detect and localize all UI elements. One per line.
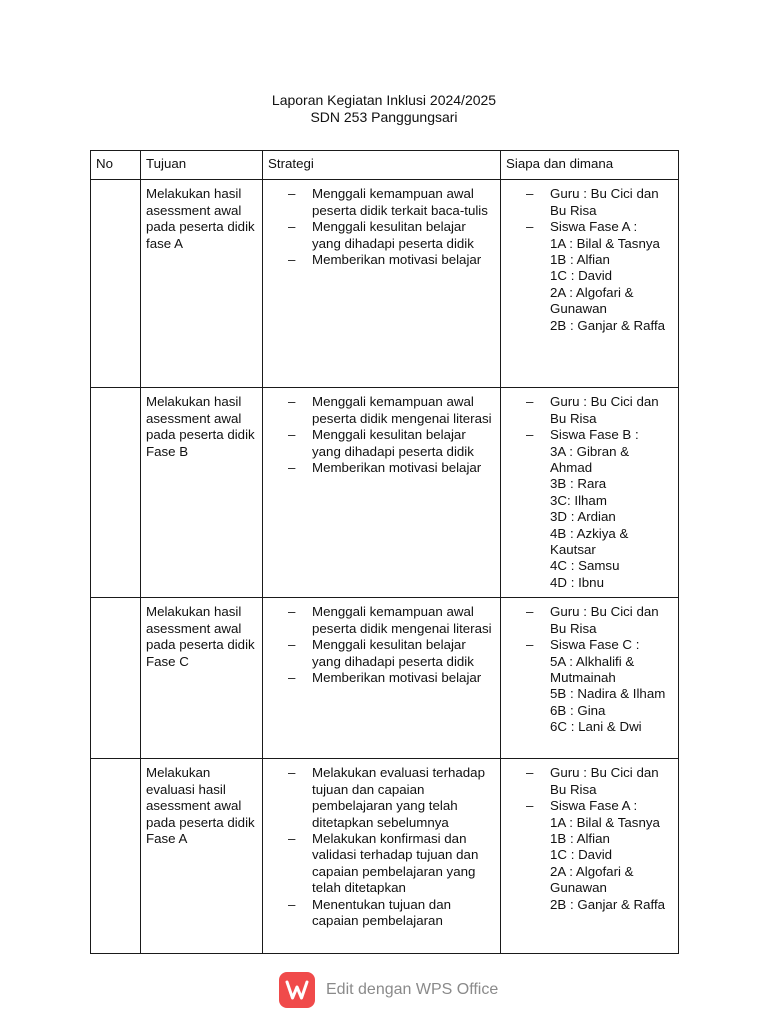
student-entry: 2B : Ganjar & Raffa [550,317,666,333]
cell-no [91,180,141,388]
title-line-2: SDN 253 Panggungsari [310,109,458,125]
student-entry: 2A : Algofari & Gunawan [550,863,634,896]
cell-siapa [501,388,679,598]
student-entry: 3D : Ardian [550,509,616,525]
strategy-item: – Melakukan evaluasi terhadap tujuan dan capaian pembelajaran yang telah ditetapkan sebelumnya [268,765,495,831]
guru-item: – Guru : Bu Cici dan Bu Risa [506,765,673,798]
student-entry: 1A : Bilal & Tasnya [550,235,660,251]
student-entry: 2B : Ganjar & Raffa [550,896,666,912]
siswa-item: – Siswa Fase A : [506,798,673,814]
student-entry: 3C: Ilham [550,492,607,508]
strategy-item: – Menggali kesulitan belajar yang dihadapi peserta didik [268,427,495,460]
strategy-item: – Memberikan motivasi belajar [268,460,495,476]
student-entry: 6C : Lani & Dwi [550,719,642,735]
cell-strategi [263,598,501,759]
siswa-item: – Siswa Fase C : [506,637,673,653]
cell-siapa [501,180,679,388]
student-entry: 4C : Samsu [550,558,620,574]
wps-office-logo-icon[interactable] [279,972,315,1008]
guru-item: – Guru : Bu Cici dan Bu Risa [506,394,673,427]
cell-no [91,388,141,598]
strategy-item: – Melakukan konfirmasi dan validasi terhadap tujuan dan capaian pembelajaran yang telah ditetapkan [268,831,495,897]
student-entry: 1A : Bilal & Tasnya [550,814,660,830]
cell-strategi [263,180,501,388]
cell-tujuan: Melakukan hasil asessment awal pada peserta didik Fase B [141,388,263,598]
cell-tujuan: Melakukan hasil asessment awal pada peserta didik fase A [141,180,263,388]
student-entry: 1B : Alfian [550,831,610,847]
header-siapa: Siapa dan dimana [501,151,679,180]
strategy-item: – Memberikan motivasi belajar [268,670,495,686]
strategy-item: – Memberikan motivasi belajar [268,252,495,268]
edit-with-wps-link[interactable]: Edit dengan WPS Office [326,981,499,998]
table-row [91,598,679,759]
student-entry: 5A : Alkhalifi & Mutmainah [550,653,635,686]
student-entry: 4D : Ibnu [550,574,604,590]
cell-tujuan: Melakukan evaluasi hasil asessment awal pada peserta didik Fase A [141,759,263,954]
student-entry: 5B : Nadira & Ilham [550,686,666,702]
table-row [91,388,679,598]
header-strategi: Strategi [263,151,501,180]
strategy-item: – Menggali kesulitan belajar yang dihadapi peserta didik [268,219,495,252]
cell-siapa [501,759,679,954]
student-entry: 1B : Alfian [550,252,610,268]
strategy-item: – Menggali kemampuan awal peserta didik terkait baca-tulis [268,186,495,219]
siswa-item: – Siswa Fase A : [506,219,673,235]
strategy-item: – Menentukan tujuan dan capaian pembelajaran [268,897,495,930]
student-entry: 1C : David [550,847,613,863]
student-entry: 3A : Gibran & Ahmad [550,443,630,476]
cell-strategi [263,388,501,598]
table-row [91,180,679,388]
student-entry: 4B : Azkiya & Kautsar [550,525,629,558]
strategy-item: – Menggali kemampuan awal peserta didik mengenai literasi [268,394,495,427]
header-tujuan: Tujuan [141,151,263,180]
strategy-item: – Menggali kesulitan belajar yang dihadapi peserta didik [268,637,495,670]
report-table [90,150,679,954]
guru-item: – Guru : Bu Cici dan Bu Risa [506,604,673,637]
student-entry: 6B : Gina [550,702,606,718]
strategy-item: – Menggali kemampuan awal peserta didik mengenai literasi [268,604,495,637]
table-row [91,759,679,954]
student-entry: 3B : Rara [550,476,607,492]
cell-no [91,598,141,759]
title-line-1: Laporan Kegiatan Inklusi 2024/2025 [271,92,497,108]
cell-strategi [263,759,501,954]
student-entry: 1C : David [550,268,613,284]
document-title [0,92,768,126]
header-no: No [91,151,141,180]
guru-item: – Guru : Bu Cici dan Bu Risa [506,186,673,219]
cell-siapa [501,598,679,759]
student-entry: 2A : Algofari & Gunawan [550,284,634,317]
siswa-item: – Siswa Fase B : [506,427,673,443]
table-header-row [91,151,679,180]
cell-no [91,759,141,954]
cell-tujuan: Melakukan hasil asessment awal pada peserta didik Fase C [141,598,263,759]
wps-edit-banner[interactable] [279,972,498,1008]
